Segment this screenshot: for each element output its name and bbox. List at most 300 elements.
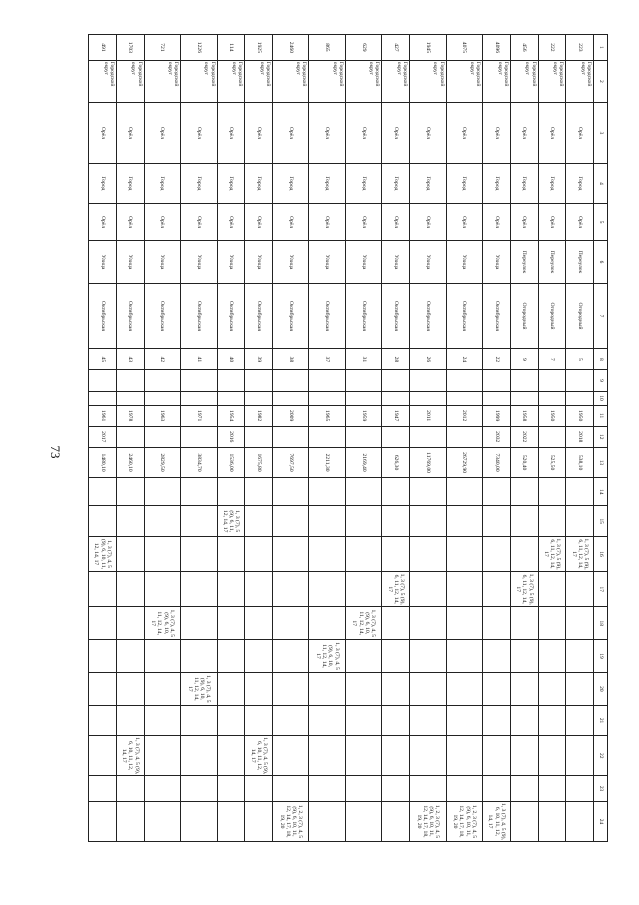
table-cell-c1: 721	[144, 35, 180, 61]
table-cell-c20	[446, 672, 482, 705]
table-cell-c22	[181, 736, 217, 776]
table-cell-c23	[510, 776, 538, 802]
table-row	[217, 35, 245, 842]
table-cell-c24	[217, 801, 245, 841]
table-cell-c16	[116, 536, 144, 571]
table-cell-c11: 1950	[566, 405, 594, 426]
table-cell-c22	[538, 736, 566, 776]
table-cell-c24: 1, 2, 3 (7), 4, 5 (9), 6, 10, 11, 12, 14, 17, 18, 19, 20	[410, 801, 446, 841]
housing-register-table	[88, 34, 608, 842]
table-cell-c15	[410, 506, 446, 536]
table-cell-c6: Улица	[446, 241, 482, 283]
table-cell-c17	[116, 572, 144, 607]
table-cell-c13: 2211,30	[309, 447, 345, 477]
table-cell-c17	[538, 572, 566, 607]
table-cell-c11: 2011	[410, 405, 446, 426]
table-cell-c6: Улица	[345, 241, 381, 283]
table-cell-c2: Городской округ	[345, 60, 381, 102]
table-cell-c10	[89, 391, 117, 405]
column-number: 23	[594, 776, 608, 802]
table-cell-c21	[510, 705, 538, 735]
table-cell-c1: 427	[382, 35, 410, 61]
table-cell-c13: 2829,50	[144, 447, 180, 477]
table-cell-c23	[538, 776, 566, 802]
table-cell-c23	[382, 776, 410, 802]
table-cell-c13: 2460,10	[116, 447, 144, 477]
column-number: 3	[594, 103, 608, 164]
table-cell-c5: Орёл	[538, 203, 566, 241]
table-cell-c7: Октябрьская	[446, 283, 482, 349]
table-cell-c22	[144, 736, 180, 776]
table-cell-c16	[382, 536, 410, 571]
table-cell-c5: Орёл	[410, 203, 446, 241]
table-cell-c12: 2022	[510, 426, 538, 447]
table-cell-c11: 1947	[382, 405, 410, 426]
table-cell-c11: 1965	[309, 405, 345, 426]
table-cell-c1: 865	[309, 35, 345, 61]
table-cell-c23	[217, 776, 245, 802]
table-cell-c5: Орёл	[309, 203, 345, 241]
table-cell-c19	[217, 640, 245, 673]
table-cell-c8: 9	[510, 349, 538, 370]
table-cell-c3: Орёл	[566, 103, 594, 164]
table-cell-c4: Город	[272, 164, 308, 204]
table-cell-c9	[272, 370, 308, 391]
table-cell-c2: Городской округ	[245, 60, 273, 102]
table-cell-c10	[272, 391, 308, 405]
table-cell-c11: 1978	[116, 405, 144, 426]
table-cell-c24	[566, 801, 594, 841]
table-cell-c17	[144, 572, 180, 607]
table-cell-c23	[181, 776, 217, 802]
table-cell-c20	[116, 672, 144, 705]
table-cell-c10	[483, 391, 511, 405]
table-cell-c10	[382, 391, 410, 405]
table-cell-c2: Городской округ	[116, 60, 144, 102]
table-cell-c17	[181, 572, 217, 607]
table-cell-c3: Орёл	[245, 103, 273, 164]
table-cell-c6: Улица	[410, 241, 446, 283]
table-cell-c6: Улица	[89, 241, 117, 283]
table-cell-c9	[382, 370, 410, 391]
table-cell-c17	[272, 572, 308, 607]
table-cell-c15	[483, 506, 511, 536]
table-cell-c2: Городской округ	[483, 60, 511, 102]
table-cell-c18	[309, 607, 345, 640]
table-cell-c6: Улица	[217, 241, 245, 283]
table-cell-c17	[483, 572, 511, 607]
table-cell-c18	[483, 607, 511, 640]
table-cell-c22	[410, 736, 446, 776]
table-cell-c15	[345, 506, 381, 536]
table-cell-c8: 24	[446, 349, 482, 370]
table-cell-c9	[483, 370, 511, 391]
table-cell-c12	[245, 426, 273, 447]
table-cell-c8: 41	[181, 349, 217, 370]
table-cell-c10	[446, 391, 482, 405]
table-cell-c15	[272, 506, 308, 536]
table-cell-c22	[446, 736, 482, 776]
table-cell-c9	[116, 370, 144, 391]
table-cell-c2: Городской округ	[446, 60, 482, 102]
table-cell-c14	[410, 478, 446, 506]
table-cell-c2: Городской округ	[217, 60, 245, 102]
table-cell-c16	[410, 536, 446, 571]
column-number: 11	[594, 405, 608, 426]
table-cell-c17	[309, 572, 345, 607]
table-cell-c23	[410, 776, 446, 802]
column-number: 22	[594, 736, 608, 776]
table-cell-c17: 1, 3 (7), 5 (9), 6, 11, 12, 14, 17	[510, 572, 538, 607]
table-cell-c16	[144, 536, 180, 571]
table-cell-c19	[116, 640, 144, 673]
table-cell-c12: 2017	[89, 426, 117, 447]
table-cell-c19	[382, 640, 410, 673]
table-cell-c24	[181, 801, 217, 841]
table-cell-c6: Улица	[272, 241, 308, 283]
table-cell-c19	[538, 640, 566, 673]
table-cell-c23	[446, 776, 482, 802]
table-cell-c11: 1999	[483, 405, 511, 426]
table-cell-c18	[382, 607, 410, 640]
table-cell-c21	[116, 705, 144, 735]
table-cell-c21	[217, 705, 245, 735]
table-cell-c14	[538, 478, 566, 506]
table-cell-c3: Орёл	[309, 103, 345, 164]
table-cell-c4: Город	[217, 164, 245, 204]
table-cell-c14	[272, 478, 308, 506]
table-cell-c3: Орёл	[272, 103, 308, 164]
table-cell-c11: 1963	[144, 405, 180, 426]
table-cell-c14	[245, 478, 273, 506]
table-cell-c2: Городской округ	[510, 60, 538, 102]
table-cell-c1: 1945	[410, 35, 446, 61]
table-cell-c15	[89, 506, 117, 536]
table-cell-c10	[181, 391, 217, 405]
table-cell-c10	[538, 391, 566, 405]
column-number: 6	[594, 241, 608, 283]
column-number: 20	[594, 672, 608, 705]
table-cell-c5: Орёл	[566, 203, 594, 241]
table-cell-c2: Городской округ	[410, 60, 446, 102]
table-cell-c4: Город	[345, 164, 381, 204]
table-cell-c24	[309, 801, 345, 841]
table-cell-c16	[217, 536, 245, 571]
table-cell-c22: 1, 3 (7), 4, 5 (9), 6, 10, 11, 12, 14, 17	[245, 736, 273, 776]
table-cell-c2: Городской округ	[566, 60, 594, 102]
table-cell-c3: Орёл	[217, 103, 245, 164]
column-number: 7	[594, 283, 608, 349]
table-cell-c21	[566, 705, 594, 735]
table-cell-c17	[245, 572, 273, 607]
table-cell-c23	[566, 776, 594, 802]
table-cell-c15	[116, 506, 144, 536]
table-cell-c10	[116, 391, 144, 405]
table-row	[410, 35, 446, 842]
table-cell-c21	[446, 705, 482, 735]
table-cell-c18	[410, 607, 446, 640]
table-cell-c9	[566, 370, 594, 391]
table-cell-c8: 40	[217, 349, 245, 370]
table-cell-c7: Октябрьская	[89, 283, 117, 349]
column-number: 15	[594, 506, 608, 536]
table-cell-c8: 45	[89, 349, 117, 370]
table-cell-c7: Октябрьская	[345, 283, 381, 349]
table-cell-c16: 1, 3 (7), 5 (9), 6, 11, 12, 14, 17	[538, 536, 566, 571]
table-cell-c21	[245, 705, 273, 735]
table-cell-c8: 7	[538, 349, 566, 370]
table-cell-c5: Орёл	[181, 203, 217, 241]
table-row	[382, 35, 410, 842]
table-cell-c9	[144, 370, 180, 391]
table-cell-c9	[245, 370, 273, 391]
table-row	[116, 35, 144, 842]
table-cell-c16	[245, 536, 273, 571]
table-cell-c3: Орёл	[345, 103, 381, 164]
table-cell-c13: 525,50	[538, 447, 566, 477]
table-cell-c19	[483, 640, 511, 673]
table-cell-c1: 114	[217, 35, 245, 61]
table-cell-c22	[483, 736, 511, 776]
column-number: 14	[594, 478, 608, 506]
table-cell-c19	[245, 640, 273, 673]
table-cell-c16	[446, 536, 482, 571]
table-cell-c11: 1958	[510, 405, 538, 426]
table-cell-c18	[217, 607, 245, 640]
table-cell-c6: Переулок	[510, 241, 538, 283]
table-cell-c20	[245, 672, 273, 705]
table-cell-c4: Город	[510, 164, 538, 204]
table-row	[566, 35, 594, 842]
table-cell-c11: 2012	[446, 405, 482, 426]
table-cell-c16	[309, 536, 345, 571]
table-cell-c14	[217, 478, 245, 506]
table-cell-c6: Улица	[245, 241, 273, 283]
table-cell-c22	[566, 736, 594, 776]
table-cell-c22	[89, 736, 117, 776]
table-cell-c7: Октябрьская	[116, 283, 144, 349]
table-cell-c19	[89, 640, 117, 673]
table-cell-c24	[89, 801, 117, 841]
column-number: 19	[594, 640, 608, 673]
table-cell-c11: 1954	[217, 405, 245, 426]
table-cell-c11: 1971	[181, 405, 217, 426]
table-cell-c9	[345, 370, 381, 391]
column-number: 13	[594, 447, 608, 477]
table-row	[272, 35, 308, 842]
table-cell-c8: 28	[382, 349, 410, 370]
table-cell-c13: 7697,50	[272, 447, 308, 477]
table-cell-c13: 1480,10	[89, 447, 117, 477]
table-cell-c15: 1, 3 (7), 5 (9), 6, 11, 12, 14, 17	[217, 506, 245, 536]
table-cell-c22	[272, 736, 308, 776]
table-cell-c4: Город	[483, 164, 511, 204]
table-cell-c7: Огородный	[538, 283, 566, 349]
table-cell-c7: Октябрьская	[309, 283, 345, 349]
table-cell-c1: 4096	[483, 35, 511, 61]
table-cell-c7: Октябрьская	[144, 283, 180, 349]
table-cell-c15	[309, 506, 345, 536]
table-cell-c21	[345, 705, 381, 735]
table-cell-c8: 31	[345, 349, 381, 370]
table-cell-c3: Орёл	[483, 103, 511, 164]
table-cell-c24: 1, 2, 3 (7), 4, 5 (9), 6, 10, 11, 12, 14, 17, 18, 19, 20	[272, 801, 308, 841]
table-cell-c6: Улица	[309, 241, 345, 283]
table-cell-c8: 43	[116, 349, 144, 370]
table-cell-c20	[144, 672, 180, 705]
column-number: 2	[594, 60, 608, 102]
table-cell-c2: Городской округ	[538, 60, 566, 102]
table-cell-c4: Город	[309, 164, 345, 204]
table-cell-c2: Городской округ	[181, 60, 217, 102]
table-cell-c10	[245, 391, 273, 405]
table-cell-c24: 1, 3 (7), 4, 5 (9), 6, 10, 11, 12, 14, 17	[483, 801, 511, 841]
table-cell-c14	[382, 478, 410, 506]
table-cell-c2: Городской округ	[89, 60, 117, 102]
table-cell-c13: 11769,00	[410, 447, 446, 477]
table-cell-c19	[144, 640, 180, 673]
column-number: 8	[594, 349, 608, 370]
table-cell-c16: 1, 3 (7), 5 (9), 6, 11, 12, 14, 17	[566, 536, 594, 571]
table-cell-c15	[181, 506, 217, 536]
table-cell-c8: 22	[483, 349, 511, 370]
table-cell-c10	[345, 391, 381, 405]
table-row	[446, 35, 482, 842]
header-row	[594, 35, 608, 842]
table-cell-c7: Октябрьская	[217, 283, 245, 349]
table-cell-c16	[345, 536, 381, 571]
table-cell-c5: Орёл	[144, 203, 180, 241]
table-cell-c18	[538, 607, 566, 640]
table-cell-c23	[272, 776, 308, 802]
table-cell-c20	[483, 672, 511, 705]
column-number: 1	[594, 35, 608, 61]
table-cell-c4: Город	[245, 164, 273, 204]
table-cell-c18	[116, 607, 144, 640]
table-cell-c18	[566, 607, 594, 640]
table-cell-c1: 223	[566, 35, 594, 61]
table-cell-c21	[538, 705, 566, 735]
table-cell-c11: 1982	[245, 405, 273, 426]
table-cell-c8: 5	[566, 349, 594, 370]
table-cell-c24	[144, 801, 180, 841]
table-cell-c1: 4075	[446, 35, 482, 61]
table-cell-c16	[272, 536, 308, 571]
table-cell-c14	[446, 478, 482, 506]
table-cell-c14	[510, 478, 538, 506]
table-cell-c2: Городской округ	[309, 60, 345, 102]
table-cell-c1: 491	[89, 35, 117, 61]
table-cell-c16: 1, 3 (7), 4, 5 (9), 6, 10, 11, 12, 14, 17	[89, 536, 117, 571]
table-cell-c11: 1961	[89, 405, 117, 426]
table-cell-c7: Огородный	[510, 283, 538, 349]
table-cell-c16	[181, 536, 217, 571]
table-cell-c2: Городской округ	[144, 60, 180, 102]
table-cell-c19	[510, 640, 538, 673]
table-cell-c4: Город	[446, 164, 482, 204]
table-cell-c15	[510, 506, 538, 536]
table-cell-c17	[89, 572, 117, 607]
table-cell-c12	[410, 426, 446, 447]
table-cell-c4: Город	[116, 164, 144, 204]
table-cell-c17	[410, 572, 446, 607]
table-cell-c16	[483, 536, 511, 571]
table-cell-c18	[510, 607, 538, 640]
table-cell-c7: Октябрьская	[272, 283, 308, 349]
table-cell-c15	[566, 506, 594, 536]
table-cell-c11: 1959	[345, 405, 381, 426]
table-cell-c1: 1925	[245, 35, 273, 61]
table-cell-c13: 1536,00	[217, 447, 245, 477]
table-cell-c11: 1950	[538, 405, 566, 426]
table-cell-c18	[245, 607, 273, 640]
table-cell-c13: 1675,80	[245, 447, 273, 477]
table-cell-c9	[181, 370, 217, 391]
table-cell-c5: Орёл	[89, 203, 117, 241]
table-cell-c21	[410, 705, 446, 735]
table-cell-c13: 538,10	[566, 447, 594, 477]
column-number: 18	[594, 607, 608, 640]
table-cell-c22	[309, 736, 345, 776]
table-cell-c17	[566, 572, 594, 607]
column-number: 16	[594, 536, 608, 571]
table-cell-c19	[181, 640, 217, 673]
table-cell-c24: 1, 2, 3 (7), 4, 5 (9), 6, 10, 11, 12, 14, 17, 18, 19, 20	[446, 801, 482, 841]
table-cell-c4: Город	[181, 164, 217, 204]
table-cell-c10	[410, 391, 446, 405]
page-number: 73	[48, 445, 63, 459]
table-cell-c22	[382, 736, 410, 776]
table-cell-c9	[510, 370, 538, 391]
table-cell-c10	[144, 391, 180, 405]
table-cell-c5: Орёл	[510, 203, 538, 241]
table-cell-c12	[345, 426, 381, 447]
table-cell-c9	[538, 370, 566, 391]
table-cell-c4: Город	[89, 164, 117, 204]
table-cell-c23	[345, 776, 381, 802]
table-cell-c3: Орёл	[510, 103, 538, 164]
table-cell-c16	[510, 536, 538, 571]
table-cell-c3: Орёл	[89, 103, 117, 164]
table-cell-c19	[272, 640, 308, 673]
table-cell-c3: Орёл	[181, 103, 217, 164]
table-cell-c1: 456	[510, 35, 538, 61]
table-cell-c20	[538, 672, 566, 705]
table-cell-c3: Орёл	[538, 103, 566, 164]
table-cell-c19	[446, 640, 482, 673]
table-cell-c13: 3834,70	[181, 447, 217, 477]
table-cell-c18: 1, 3 (7), 4, 5 (9), 6, 10, 11, 12, 14, 17	[345, 607, 381, 640]
table-cell-c12	[446, 426, 482, 447]
table-cell-c6: Улица	[382, 241, 410, 283]
table-cell-c13: 626,30	[382, 447, 410, 477]
rotated-table-container	[88, 34, 608, 842]
table-cell-c12: 2016	[217, 426, 245, 447]
table-cell-c13: 7340,00	[483, 447, 511, 477]
table-cell-c4: Город	[566, 164, 594, 204]
table-cell-c20	[510, 672, 538, 705]
table-cell-c24	[538, 801, 566, 841]
table-cell-c21	[483, 705, 511, 735]
table-cell-c12	[116, 426, 144, 447]
table-cell-c3: Орёл	[410, 103, 446, 164]
table-cell-c13: 2169,40	[345, 447, 381, 477]
table-cell-c9	[410, 370, 446, 391]
table-cell-c9	[309, 370, 345, 391]
table-cell-c24	[510, 801, 538, 841]
table-cell-c7: Октябрьская	[245, 283, 273, 349]
column-number: 10	[594, 391, 608, 405]
